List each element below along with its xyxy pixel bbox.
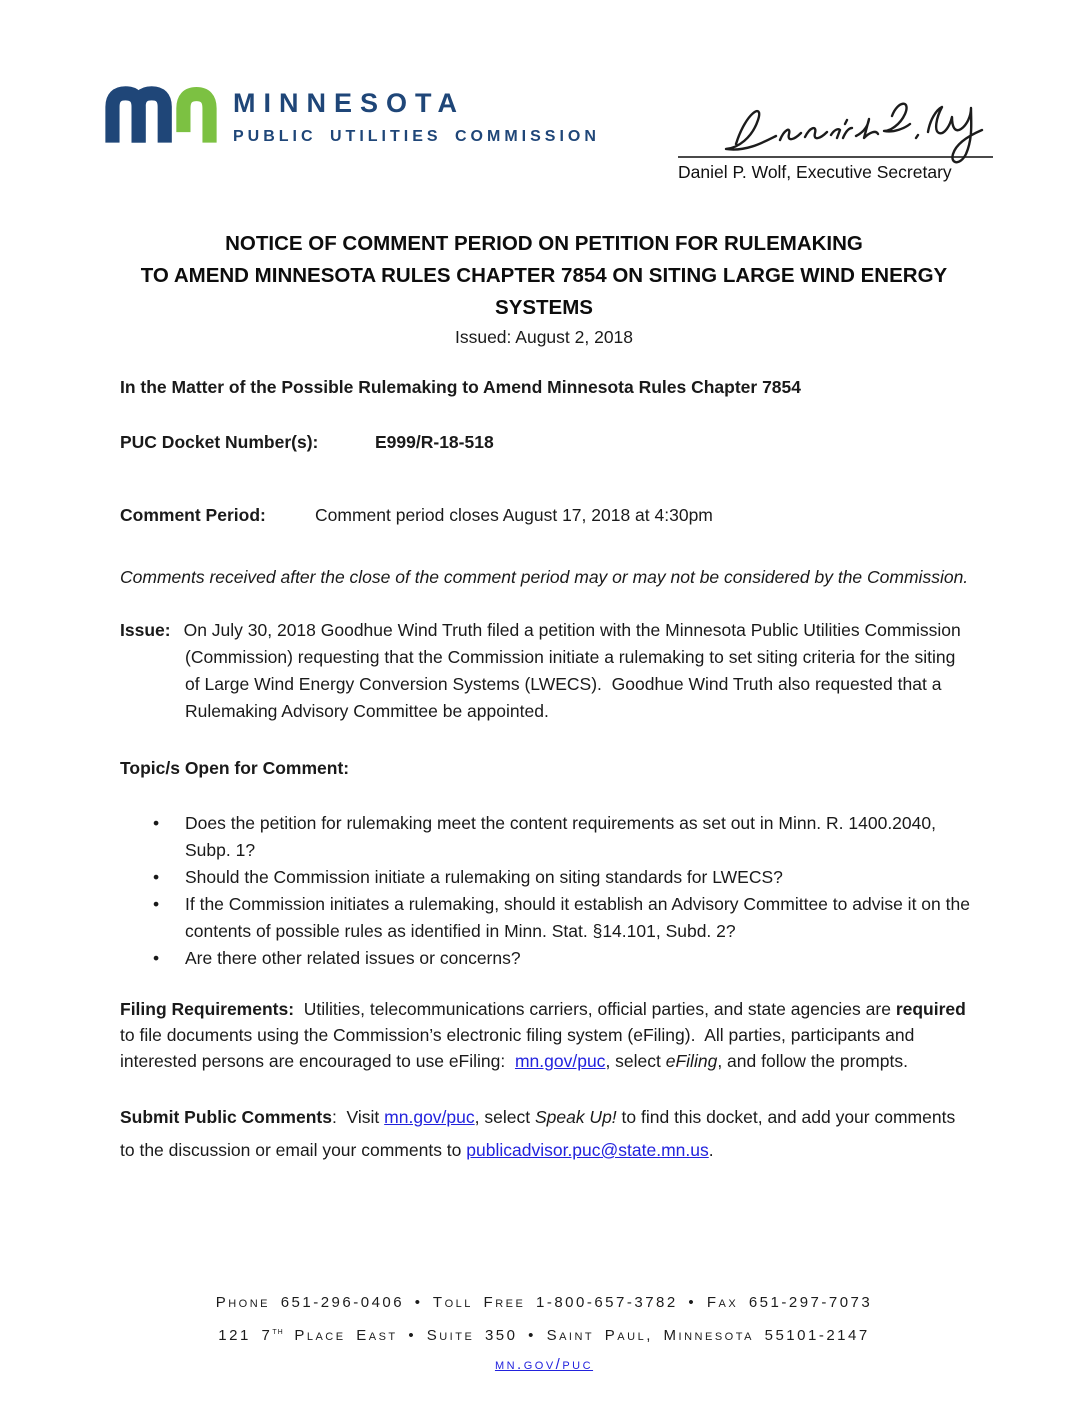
filing-requirements-paragraph — [120, 996, 970, 1074]
footer-address-line — [0, 1317, 1088, 1350]
docket-number-value: E999/R-18-518 — [375, 432, 494, 452]
topics-heading: Topic/s Open for Comment: — [120, 758, 350, 778]
logo-text — [233, 88, 600, 146]
text-segment: , select — [605, 1051, 666, 1071]
logo-subbrand-text: PUBLIC UTILITIES COMMISSION — [233, 128, 600, 145]
text-segment: Submit Public Comments — [120, 1107, 332, 1127]
bullet-item-other-issues: • Are there other related issues or concerns? — [185, 945, 970, 972]
document-footer — [0, 1288, 1088, 1379]
text-segment: to find this docket, and add your comments to the discussion or email your comments to — [120, 1107, 961, 1160]
mn-puc-logo — [105, 80, 600, 146]
text-segment: , and follow the prompts. — [717, 1051, 908, 1071]
issue-text: On July 30, 2018 Goodhue Wind Truth filed a petition with the Minnesota Public Utilities Commission (Commission) requesting that the Commission initiate a rulemaking to set siting criteria for the siting of Large Wind Energy Conversion Systems (LWECS). Goodhue Wind Truth also requested that a Rulemaking Advisory Committee be appointed. — [183, 620, 966, 721]
comment-period-row — [120, 502, 970, 529]
text-segment: , select — [474, 1107, 535, 1127]
bullet-item-content-requirements: • Does the petition for rulemaking meet the content requirements as set out in Minn. R. 1400.2040, Subp. 1? — [185, 810, 970, 864]
signature-block — [678, 94, 993, 183]
footer-contact-line: Phone 651-296-0406 • Toll Free 1-800-657-3782 • Fax 651-297-7073 — [215, 1294, 873, 1311]
signature-script-image — [706, 94, 986, 166]
signature-caption: Daniel P. Wolf, Executive Secretary — [678, 162, 952, 182]
comment-period-value: Comment period closes August 17, 2018 at 4:30pm — [315, 505, 713, 525]
docket-number-row — [120, 429, 970, 456]
text-segment: 121 7 — [218, 1327, 273, 1344]
notice-body — [120, 374, 970, 1167]
notice-title-line-2: TO AMEND MINNESOTA RULES CHAPTER 7854 ON SITING LARGE WIND ENERGY — [140, 264, 948, 287]
text-segment: : Visit — [331, 1107, 385, 1127]
footer-link-line — [0, 1350, 1088, 1379]
text-segment: Place East • Suite 350 • Saint Paul, Minnesota 55101-2147 — [283, 1327, 870, 1344]
issued-date: Issued: August 2, 2018 — [454, 327, 634, 347]
text-segment: eFiling — [665, 1051, 718, 1071]
comment-period-label: Comment Period: — [120, 505, 266, 525]
text-segment: to file documents using the Commission’s electronic filing system (eFiling). All parties, participants and interested persons are encouraged to use eFiling: — [120, 999, 971, 1071]
logo-brand-text: MINNESOTA — [233, 88, 465, 118]
document-header — [105, 80, 993, 183]
inline-link[interactable]: mn.gov/puc — [384, 1107, 475, 1127]
text-segment: . — [708, 1140, 714, 1160]
footer-site-link[interactable]: mn.gov/puc — [494, 1356, 594, 1373]
docket-number-label: PUC Docket Number(s): — [120, 432, 319, 452]
matter-heading: In the Matter of the Possible Rulemaking to Amend Minnesota Rules Chapter 7854 — [120, 377, 802, 397]
bullet-item-advisory-committee: • If the Commission initiates a rulemaking, should it establish an Advisory Committee to advise it on the contents of possible rules as identified in Minn. Stat. §14.101, Subd. 2? — [185, 891, 970, 945]
signature-line — [678, 94, 993, 158]
issue-paragraph — [120, 617, 970, 725]
submit-comments-paragraph — [120, 1101, 970, 1167]
late-comments-disclaimer: Comments received after the close of the comment period may or may not be considered by the Commission. — [120, 567, 969, 587]
text-segment: Speak Up! — [534, 1107, 617, 1127]
text-segment: Utilities, telecommunications carriers, official parties, and state agencies are — [294, 999, 896, 1019]
mn-state-logo-icon — [105, 80, 217, 144]
notice-title-line-3: SYSTEMS — [495, 296, 593, 319]
bullet-item-initiate-rulemaking: • Should the Commission initiate a rulemaking on siting standards for LWECS? — [185, 864, 970, 891]
notice-title-line-1: NOTICE OF COMMENT PERIOD ON PETITION FOR RULEMAKING — [225, 232, 863, 255]
issue-label: Issue: — [120, 620, 171, 640]
text-segment: required — [895, 999, 966, 1019]
inline-link[interactable]: publicadvisor.puc@state.mn.us — [466, 1140, 709, 1160]
inline-link[interactable]: mn.gov/puc — [514, 1051, 606, 1071]
text-segment: Filing Requirements: — [120, 999, 295, 1019]
notice-title-block — [0, 228, 1088, 348]
text-segment: th — [272, 1326, 284, 1337]
topics-bullet-list — [120, 810, 970, 972]
